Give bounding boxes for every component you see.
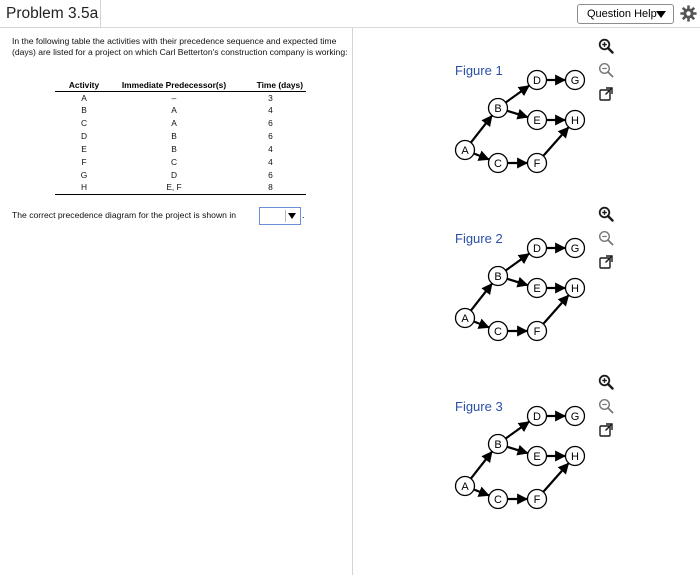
time-cell: 8 bbox=[235, 181, 306, 194]
column-header-time: Time (days) bbox=[235, 80, 306, 91]
activity-cell: G bbox=[80, 169, 88, 180]
node-label: A bbox=[461, 312, 469, 325]
node-label: G bbox=[570, 242, 580, 255]
table-header-row bbox=[55, 80, 306, 91]
arrow-B-D bbox=[506, 86, 529, 103]
node-label: E bbox=[533, 282, 541, 295]
time-cell: 6 bbox=[268, 169, 273, 180]
node-H bbox=[566, 279, 585, 298]
title-tab bbox=[0, 0, 101, 28]
activity-cell: H bbox=[55, 181, 113, 194]
node-label: B bbox=[494, 438, 502, 451]
question-help-button[interactable] bbox=[577, 4, 674, 24]
node-label: H bbox=[571, 114, 579, 127]
node-B bbox=[489, 99, 508, 118]
node-C bbox=[489, 490, 508, 509]
node-B bbox=[489, 267, 508, 286]
arrow-F-H bbox=[543, 295, 568, 323]
problem-intro: In the following table the activities with their precedence sequence and expected time (days) are listed for a project on which Carl Betterton's construction company is working: bbox=[12, 36, 348, 57]
open-popup-icon[interactable] bbox=[598, 422, 614, 438]
time-cell: 4 bbox=[268, 156, 273, 167]
node-label: F bbox=[533, 325, 541, 338]
node-label: A bbox=[461, 144, 469, 157]
activity-cell: D bbox=[80, 131, 88, 142]
table-row bbox=[55, 104, 306, 117]
node-F bbox=[528, 154, 547, 173]
node-label: D bbox=[533, 74, 541, 87]
predecessor-cell: B bbox=[171, 144, 177, 154]
time-cell: 6 bbox=[268, 118, 273, 129]
time-cell: 4 bbox=[268, 105, 273, 116]
time-cell: 6 bbox=[268, 131, 273, 142]
activity-cell: A bbox=[81, 92, 87, 103]
activity-cell: E bbox=[81, 144, 87, 154]
arrow-B-D bbox=[506, 254, 529, 271]
node-B bbox=[489, 435, 508, 454]
figure-1 bbox=[450, 63, 600, 193]
node-E bbox=[528, 447, 547, 466]
chevron-down-icon bbox=[288, 213, 296, 219]
zoom-out-icon[interactable] bbox=[598, 230, 614, 246]
zoom-out-icon[interactable] bbox=[598, 398, 614, 414]
table-row bbox=[55, 181, 306, 194]
node-label: E bbox=[533, 450, 541, 463]
predecessor-cell: D bbox=[170, 169, 178, 180]
arrow-F-H bbox=[543, 127, 568, 155]
zoom-in-icon[interactable] bbox=[598, 38, 614, 54]
node-label: F bbox=[533, 157, 541, 170]
node-H bbox=[566, 447, 585, 466]
open-popup-icon[interactable] bbox=[598, 86, 614, 102]
table-row bbox=[55, 91, 306, 104]
page-title: Problem 3.5a bbox=[6, 5, 99, 22]
figure-answer-dropdown[interactable] bbox=[259, 207, 301, 225]
node-label: C bbox=[494, 325, 502, 338]
table-row bbox=[55, 143, 306, 156]
node-F bbox=[528, 322, 547, 341]
arrow-B-E bbox=[507, 447, 527, 453]
arrow-A-B bbox=[471, 116, 492, 143]
column-header-activity: Activity bbox=[55, 80, 113, 91]
node-label: G bbox=[570, 410, 580, 423]
node-label: B bbox=[494, 102, 502, 115]
figure-2-label: Figure 2 bbox=[455, 231, 503, 246]
predecessor-cell: A bbox=[171, 105, 177, 116]
node-label: B bbox=[494, 270, 502, 283]
top-bar bbox=[0, 0, 700, 28]
node-label: A bbox=[461, 480, 469, 493]
activity-cell: F bbox=[81, 156, 87, 167]
chevron-down-icon bbox=[656, 11, 666, 18]
figure-3-diagram bbox=[450, 399, 600, 529]
question-help-label: Question Help bbox=[587, 8, 657, 20]
node-label: H bbox=[571, 450, 579, 463]
node-D bbox=[528, 407, 547, 426]
time-cell: 3 bbox=[268, 92, 273, 103]
node-label: G bbox=[570, 74, 580, 87]
open-popup-icon[interactable] bbox=[598, 254, 614, 270]
node-C bbox=[489, 154, 508, 173]
predecessor-cell: E, F bbox=[113, 181, 235, 194]
node-E bbox=[528, 111, 547, 130]
predecessor-cell: B bbox=[171, 131, 177, 142]
activity-cell: C bbox=[80, 118, 88, 129]
time-cell: 4 bbox=[268, 144, 273, 154]
answer-prompt: The correct precedence diagram for the project is shown in bbox=[12, 210, 237, 220]
node-label: C bbox=[494, 157, 502, 170]
figure-3 bbox=[450, 399, 600, 529]
figure-2 bbox=[450, 231, 600, 361]
node-label: F bbox=[533, 493, 541, 506]
table-row bbox=[55, 130, 306, 143]
predecessor-cell: – bbox=[171, 92, 177, 103]
arrow-F-H bbox=[543, 463, 568, 491]
node-label: E bbox=[533, 114, 541, 127]
arrow-A-C bbox=[474, 489, 489, 495]
table-row bbox=[55, 155, 306, 168]
predecessor-cell: A bbox=[171, 118, 177, 129]
predecessor-cell: C bbox=[170, 156, 178, 167]
arrow-B-E bbox=[507, 279, 527, 285]
node-H bbox=[566, 111, 585, 130]
node-G bbox=[566, 239, 585, 258]
node-label: D bbox=[533, 410, 541, 423]
pane-divider bbox=[352, 28, 353, 575]
node-label: D bbox=[533, 242, 541, 255]
node-A bbox=[456, 477, 475, 496]
activity-cell: B bbox=[81, 105, 87, 116]
node-A bbox=[456, 141, 475, 160]
node-G bbox=[566, 71, 585, 90]
arrow-B-D bbox=[506, 422, 529, 439]
gear-icon[interactable] bbox=[680, 5, 697, 22]
node-F bbox=[528, 490, 547, 509]
node-A bbox=[456, 309, 475, 328]
figure-1-diagram bbox=[450, 63, 600, 193]
arrow-A-C bbox=[474, 321, 489, 327]
node-G bbox=[566, 407, 585, 426]
zoom-in-icon[interactable] bbox=[598, 374, 614, 390]
arrow-B-E bbox=[507, 111, 527, 117]
table-row bbox=[55, 168, 306, 181]
figure-2-diagram bbox=[450, 231, 600, 361]
arrow-A-B bbox=[471, 284, 492, 311]
column-header-predecessors: Immediate Predecessor(s) bbox=[113, 80, 235, 91]
arrow-A-C bbox=[474, 153, 489, 159]
node-E bbox=[528, 279, 547, 298]
node-C bbox=[489, 322, 508, 341]
arrow-A-B bbox=[471, 452, 492, 479]
zoom-in-icon[interactable] bbox=[598, 206, 614, 222]
table-row bbox=[55, 117, 306, 130]
activity-table bbox=[55, 80, 306, 195]
figure-3-label: Figure 3 bbox=[455, 399, 503, 414]
figure-1-label: Figure 1 bbox=[455, 63, 503, 78]
node-D bbox=[528, 239, 547, 258]
answer-period: . bbox=[302, 210, 305, 220]
node-label: C bbox=[494, 493, 502, 506]
zoom-out-icon[interactable] bbox=[598, 62, 614, 78]
node-label: H bbox=[571, 282, 579, 295]
node-D bbox=[528, 71, 547, 90]
